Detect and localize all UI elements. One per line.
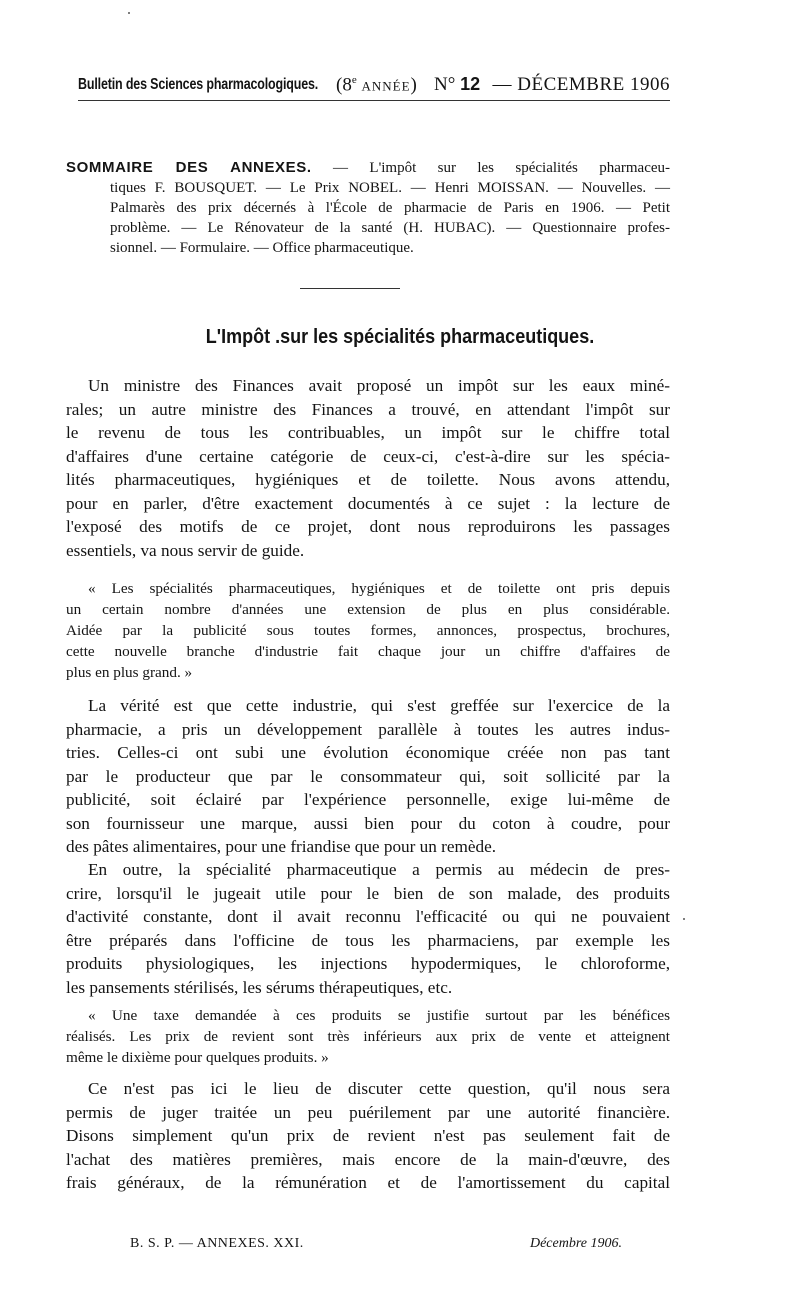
quotation-2: « Une taxe demandée à ces produits se justifie surtout par les bénéfices réalisés. Les prix de revient sont très inférieurs aux prix de vente et atteignent même le dixième pour quelques produits. » xyxy=(66,1007,670,1066)
summary-line: Palmarès des prix décernés à l'École de pharmacie de Paris en 1906. — Petit xyxy=(110,200,670,216)
footer-date: Décembre 1906. xyxy=(529,1236,622,1251)
page-footer xyxy=(130,1236,622,1256)
volume-year: (8e ANNÉE) xyxy=(336,74,417,96)
paragraph-4: Ce n'est pas ici le lieu de discuter cette question, qu'il nous sera permis de juger traitée un peu puérilement par une autorité financière. Disons simplement qu'un prix de revient n'est pas seulement fait de l'achat des matières premières, mais encore de la main-d'œuvre, des frais généraux, de la rémunération et de l'amortissement du capital xyxy=(66,1079,670,1192)
print-speck xyxy=(128,12,130,14)
summary-line: problème. — Le Rénovateur de la santé (H. HUBAC). — Questionnaire profes- xyxy=(110,220,670,236)
summary-line: SOMMAIRE DES ANNEXES. — L'impôt sur les spécialités pharmaceu- xyxy=(66,159,671,176)
footer-signature: B. S. P. — ANNEXES. XXI. xyxy=(130,1236,304,1251)
issue-number: N° 12 xyxy=(434,74,481,95)
summary-heading: SOMMAIRE DES ANNEXES. xyxy=(66,159,312,176)
paragraph-1: Un ministre des Finances avait proposé un impôt sur les eaux miné- rales; un autre ministre des Finances a trouvé, en attendant l'impôt sur le revenu de tous les contribuables, un impôt sur le chiffre total d'affaires d'une certaine catégorie de ceux-ci, c'est-à-dire sur les spécia- lités pharmaceutiques, hygiéniques et de toilette. Nous avons attendu, pour en parler, d'être exactement documentés à ce sujet : la lecture de l'exposé des motifs de ce projet, dont nous reproduirons les passages essentiels, va nous servir de guide. xyxy=(66,376,670,560)
running-header xyxy=(78,74,670,98)
paragraph-2: La vérité est que cette industrie, qui s'est greffée sur l'exercice de la pharmacie, a pris un développement parallèle à toutes les autres indus- tries. Celles-ci ont subi une évolution économique créée non pas tant par le producteur que par le consommateur qui, soit sollicité par la publicité, soit éclairé par l'expérience personnelle, exige lui-même de son fournisseur une marque, aussi bien pour du coton à coudre, pour des pâtes alimentaires, pour une friandise que pour un remède. xyxy=(66,696,670,856)
section-separator xyxy=(300,288,400,289)
issue-date: — DÉCEMBRE 1906 xyxy=(492,74,670,95)
paragraph-3: En outre, la spécialité pharmaceutique a permis au médecin de pres- crire, lorsqu'il le jugeait utile pour le bien de son malade, des produits d'activité constante, dont il avait reconnu l'efficacité ou qui ne pouvaient être préparés dans l'officine de tous les pharmaciens, par exemple les produits physiologiques, les injections hypodermiques, le chloroforme, les pansements stérilisés, les sérums thérapeutiques, etc. xyxy=(66,860,670,997)
journal-title: Bulletin des Sciences pharmacologiques. xyxy=(78,76,319,93)
print-speck xyxy=(683,918,685,920)
summary-line: sionnel. — Formulaire. — Office pharmaceutique. xyxy=(110,240,414,256)
summary-line: tiques F. BOUSQUET. — Le Prix NOBEL. — Henri MOISSAN. — Nouvelles. — xyxy=(110,180,670,196)
summary-block xyxy=(66,158,670,258)
quotation-1: « Les spécialités pharmaceutiques, hygiéniques et de toilette ont pris depuis un certain nombre d'années une extension de plus en plus considérable. Aidée par la publicité sous toutes formes, annonces, prospectus, brochures, cette nouvelle branche d'industrie fait chaque jour un chiffre d'affaires de plus en plus grand. » xyxy=(66,580,670,681)
article-title: L'Impôt .sur les spécialités pharmaceutiques. xyxy=(205,326,595,348)
header-rule xyxy=(78,100,670,101)
